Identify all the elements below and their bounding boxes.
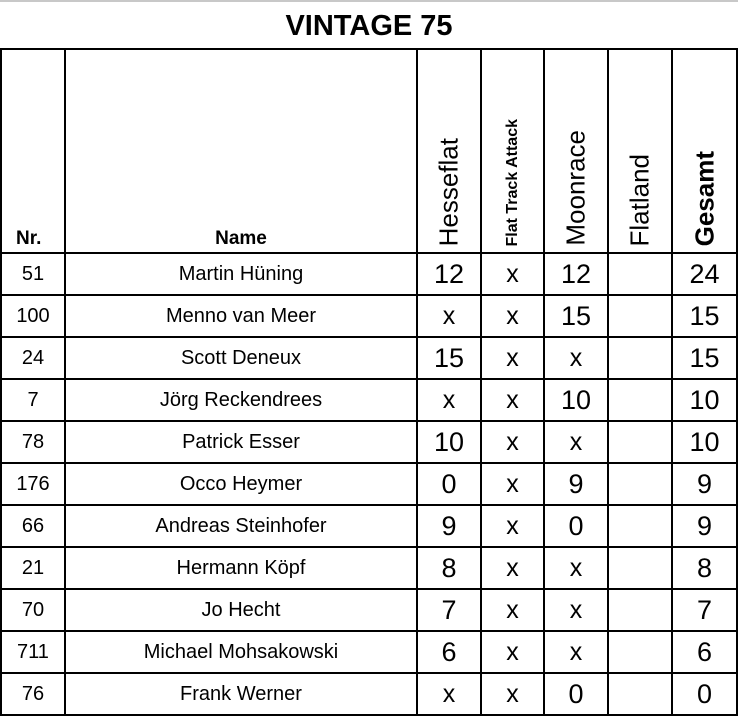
rider-name: Martin Hüning: [65, 253, 417, 295]
header-event-flatland: [608, 49, 672, 253]
header-event-flat-track-attack: [481, 49, 544, 253]
table-row: [1, 505, 737, 547]
score-flatland: [608, 631, 672, 673]
score-flatland: [608, 463, 672, 505]
score-flat-track-attack: x: [481, 631, 544, 673]
table-row: [1, 547, 737, 589]
rider-name: Jörg Reckendrees: [65, 379, 417, 421]
score-flatland: [608, 505, 672, 547]
score-total: 7: [672, 589, 737, 631]
table-row: [1, 379, 737, 421]
score-moonrace: 0: [544, 505, 608, 547]
header-total: [672, 49, 737, 253]
rider-number: 24: [1, 337, 65, 379]
score-moonrace: 0: [544, 673, 608, 715]
header-event-label: Moonrace: [560, 130, 591, 246]
score-total: 24: [672, 253, 737, 295]
score-total: 8: [672, 547, 737, 589]
score-flat-track-attack: x: [481, 505, 544, 547]
header-event-hesseflat: [417, 49, 481, 253]
table-row: [1, 295, 737, 337]
score-flatland: [608, 253, 672, 295]
score-total: 10: [672, 421, 737, 463]
header-row: [1, 49, 737, 253]
score-hesseflat: 8: [417, 547, 481, 589]
rider-number: 100: [1, 295, 65, 337]
rider-name: Scott Deneux: [65, 337, 417, 379]
rider-number: 66: [1, 505, 65, 547]
table-row: [1, 421, 737, 463]
table-row: [1, 631, 737, 673]
score-moonrace: x: [544, 631, 608, 673]
score-hesseflat: x: [417, 295, 481, 337]
score-total: 9: [672, 463, 737, 505]
rider-name: Michael Mohsakowski: [65, 631, 417, 673]
table-row: [1, 673, 737, 715]
score-flat-track-attack: x: [481, 253, 544, 295]
results-table: [0, 48, 738, 716]
rider-number: 21: [1, 547, 65, 589]
rider-name: Jo Hecht: [65, 589, 417, 631]
score-moonrace: 15: [544, 295, 608, 337]
score-flat-track-attack: x: [481, 421, 544, 463]
rider-number: 176: [1, 463, 65, 505]
score-flatland: [608, 295, 672, 337]
score-hesseflat: x: [417, 379, 481, 421]
score-total: 15: [672, 337, 737, 379]
score-flat-track-attack: x: [481, 673, 544, 715]
rider-name: Occo Heymer: [65, 463, 417, 505]
rider-number: 51: [1, 253, 65, 295]
table-row: [1, 253, 737, 295]
score-flat-track-attack: x: [481, 337, 544, 379]
score-moonrace: x: [544, 337, 608, 379]
rider-name: Menno van Meer: [65, 295, 417, 337]
page-title: VINTAGE 75: [285, 10, 453, 42]
score-hesseflat: 0: [417, 463, 481, 505]
score-total: 6: [672, 631, 737, 673]
score-hesseflat: x: [417, 673, 481, 715]
header-nr: Nr.: [1, 49, 65, 253]
score-total: 10: [672, 379, 737, 421]
rider-number: 78: [1, 421, 65, 463]
rider-number: 70: [1, 589, 65, 631]
score-moonrace: x: [544, 421, 608, 463]
score-total: 0: [672, 673, 737, 715]
score-moonrace: x: [544, 547, 608, 589]
header-name: Name: [65, 49, 417, 253]
score-flatland: [608, 379, 672, 421]
top-rule: [0, 0, 738, 2]
rider-number: 7: [1, 379, 65, 421]
score-hesseflat: 9: [417, 505, 481, 547]
score-flat-track-attack: x: [481, 463, 544, 505]
score-hesseflat: 6: [417, 631, 481, 673]
rider-name: Frank Werner: [65, 673, 417, 715]
score-total: 9: [672, 505, 737, 547]
score-flatland: [608, 337, 672, 379]
score-moonrace: 12: [544, 253, 608, 295]
header-event-label: Hesseflat: [433, 137, 464, 246]
rider-name: Andreas Steinhofer: [65, 505, 417, 547]
score-flat-track-attack: x: [481, 547, 544, 589]
score-flatland: [608, 547, 672, 589]
score-hesseflat: 10: [417, 421, 481, 463]
score-total: 15: [672, 295, 737, 337]
rider-name: Hermann Köpf: [65, 547, 417, 589]
rider-number: 76: [1, 673, 65, 715]
table-row: [1, 463, 737, 505]
rider-name: Patrick Esser: [65, 421, 417, 463]
score-moonrace: x: [544, 589, 608, 631]
rider-number: 711: [1, 631, 65, 673]
table-row: [1, 589, 737, 631]
score-flat-track-attack: x: [481, 379, 544, 421]
table-row: [1, 337, 737, 379]
score-flatland: [608, 589, 672, 631]
header-event-label: Flatland: [624, 153, 655, 246]
header-total-label: Gesamt: [689, 150, 719, 246]
score-moonrace: 9: [544, 463, 608, 505]
score-flat-track-attack: x: [481, 589, 544, 631]
score-flatland: [608, 673, 672, 715]
header-event-label: Flat Track Attack: [503, 118, 521, 246]
score-hesseflat: 12: [417, 253, 481, 295]
header-event-moonrace: [544, 49, 608, 253]
score-hesseflat: 15: [417, 337, 481, 379]
score-moonrace: 10: [544, 379, 608, 421]
score-hesseflat: 7: [417, 589, 481, 631]
score-flatland: [608, 421, 672, 463]
score-flat-track-attack: x: [481, 295, 544, 337]
